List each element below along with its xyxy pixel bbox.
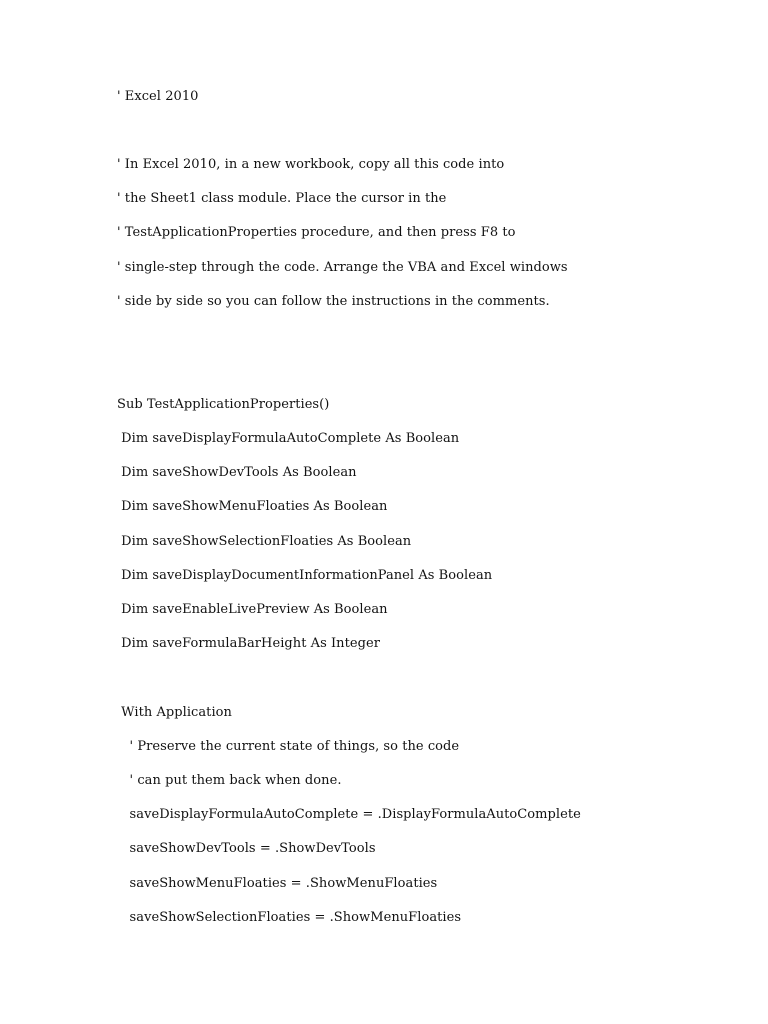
code-line: Dim saveDisplayDocumentInformationPanel As Boolean: [117, 568, 493, 583]
code-line: Dim saveShowDevTools As Boolean: [117, 465, 357, 480]
code-line: saveShowSelectionFloaties = .ShowMenuFloaties: [117, 910, 462, 925]
comment-line: ' Preserve the current state of things, so the code: [117, 739, 460, 754]
comment-line: ' side by side so you can follow the instructions in the comments.: [117, 294, 550, 309]
code-line: saveShowDevTools = .ShowDevTools: [117, 841, 376, 856]
comment-line: ' the Sheet1 class module. Place the cursor in the: [117, 191, 447, 206]
code-line: Dim saveDisplayFormulaAutoComplete As Boolean: [117, 431, 460, 446]
comment-line: ' TestApplicationProperties procedure, and then press F8 to: [117, 225, 516, 240]
code-line: Sub TestApplicationProperties(): [117, 397, 330, 412]
comment-line: ' can put them back when done.: [117, 773, 342, 788]
code-line: Dim saveShowSelectionFloaties As Boolean: [117, 534, 412, 549]
code-line: Dim saveFormulaBarHeight As Integer: [117, 636, 380, 651]
code-line: saveDisplayFormulaAutoComplete = .DisplayFormulaAutoComplete: [117, 807, 581, 822]
comment-line: ' In Excel 2010, in a new workbook, copy all this code into: [117, 157, 505, 172]
code-line: Dim saveShowMenuFloaties As Boolean: [117, 499, 388, 514]
code-line: saveShowMenuFloaties = .ShowMenuFloaties: [117, 876, 438, 891]
comment-line: ' Excel 2010: [117, 89, 199, 104]
code-line: Dim saveEnableLivePreview As Boolean: [117, 602, 388, 617]
comment-line: ' single-step through the code. Arrange the VBA and Excel windows: [117, 260, 568, 275]
code-line: With Application: [117, 705, 232, 720]
